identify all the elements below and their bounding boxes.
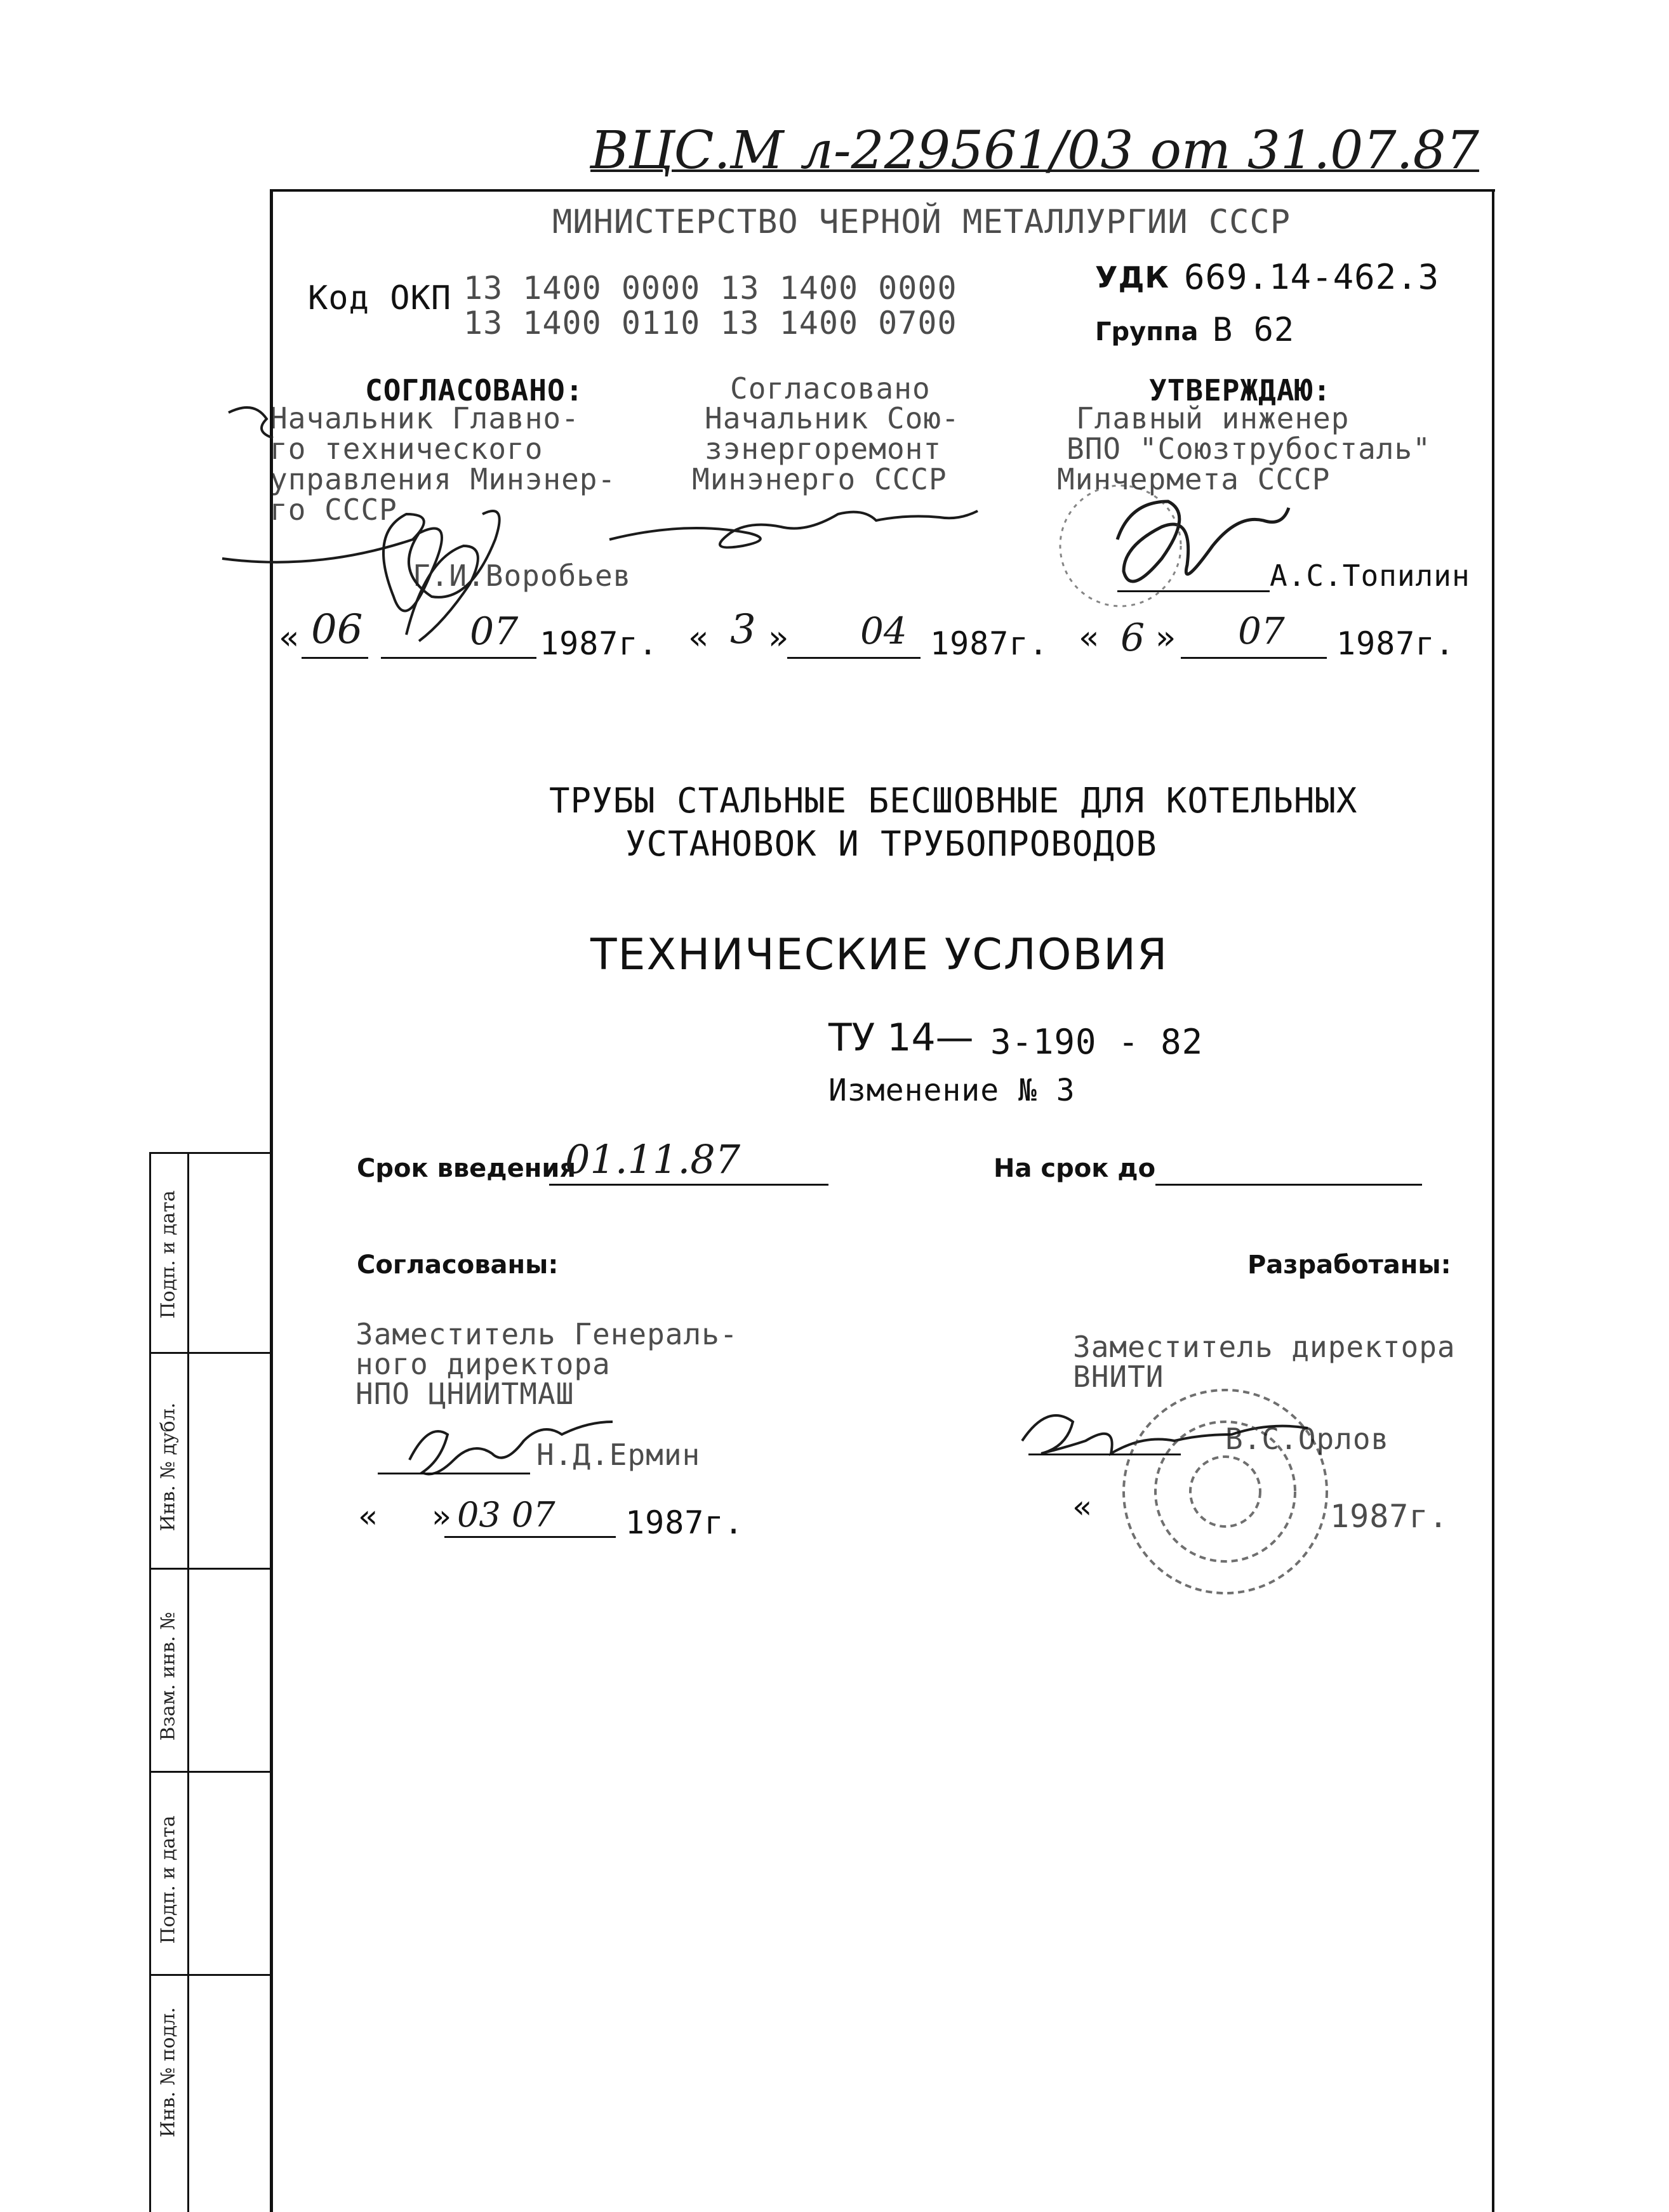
approval-right-sign-line <box>1117 590 1270 592</box>
side-label-replace-inv: Взам. инв. № <box>157 1612 180 1741</box>
approval-right-date-close: » <box>1155 619 1176 657</box>
approval-left-month-underline <box>381 657 536 659</box>
okp-codes-row1: 13 1400 0000 13 1400 0000 <box>463 270 957 307</box>
developed-line-2: ВНИТИ <box>1073 1360 1164 1394</box>
side-stamp-divider-4 <box>149 1771 270 1773</box>
okp-label: Код ОКП <box>308 279 452 317</box>
agreed-sign-line <box>378 1473 530 1474</box>
approval-right-month: 07 <box>1238 609 1285 652</box>
agreed-line-3: НПО ЦНИИТМАШ <box>356 1377 575 1411</box>
tu-number: 3-190 - 82 <box>990 1022 1204 1062</box>
agreed-line-2: ного директора <box>356 1347 611 1381</box>
agreed-date-value: 03 07 <box>457 1495 555 1535</box>
approval-center-line-2: зэнергоремонт <box>705 432 942 466</box>
approval-center-year: 1987г. <box>930 625 1049 662</box>
intro-date-value: 01.11.87 <box>565 1136 741 1182</box>
developed-sign-line <box>1028 1454 1181 1455</box>
developed-date-open: « <box>1073 1488 1093 1525</box>
side-label-sign-date-2: Подп. и дата <box>157 1815 180 1944</box>
side-label-orig-inv: Инв. № подл. <box>157 2007 180 2138</box>
change-number: Изменение № 3 <box>828 1073 1075 1108</box>
developed-label: Разработаны: <box>1247 1250 1451 1280</box>
developed-year: 1987г. <box>1330 1498 1449 1535</box>
agreed-date-underline <box>444 1536 616 1538</box>
okp-codes-row2: 13 1400 0110 13 1400 0700 <box>463 305 957 341</box>
approval-right-line-3: Минчермета СССР <box>1057 462 1331 496</box>
approval-center-month: 04 <box>860 609 907 652</box>
page-top-border <box>270 189 1495 192</box>
approval-left-year: 1987г. <box>540 625 658 662</box>
developed-line-1: Заместитель директора <box>1073 1330 1456 1364</box>
handwritten-registration: ВЦС.М л-229561/03 от 31.07.87 <box>590 121 1479 181</box>
approval-left-line-4: го СССР <box>270 493 397 527</box>
page-right-border <box>1492 190 1494 2212</box>
agreed-date-close: » <box>432 1498 452 1535</box>
agreed-year: 1987г. <box>625 1504 744 1541</box>
side-stamp-left-line <box>149 1152 151 2212</box>
right-signature <box>1117 501 1289 581</box>
side-label-dup-inv: Инв. № дубл. <box>157 1402 180 1532</box>
ministry-header: МИНИСТЕРСТВО ЧЕРНОЙ МЕТАЛЛУРГИИ СССР <box>552 203 1291 241</box>
approval-right-line-1: Главный инженер <box>1076 401 1350 435</box>
approval-left-title: СОГЛАСОВАНО: <box>365 373 584 407</box>
intro-date-label: Срок введения <box>357 1154 576 1183</box>
approval-center-date-open: « <box>689 619 710 657</box>
until-date-underline <box>1155 1184 1422 1186</box>
agreed-label: Согласованы: <box>357 1250 559 1280</box>
intro-date-underline <box>549 1184 828 1186</box>
center-signature <box>609 511 978 548</box>
agreed-date-open: « <box>359 1498 379 1535</box>
title-line-1: ТРУБЫ СТАЛЬНЫЕ БЕСШОВНЫЕ ДЛЯ КОТЕЛЬНЫХ <box>549 781 1358 821</box>
approval-center-line-3: Минэнерго СССР <box>692 462 947 496</box>
approval-center-day: 3 <box>730 606 756 653</box>
approval-left-line-1: Начальник Главно- <box>270 401 580 435</box>
approval-right-year: 1987г. <box>1336 625 1455 662</box>
side-stamp-divider-5 <box>149 1974 270 1976</box>
right-round-stamp-top <box>1060 486 1181 606</box>
approval-center-month-underline <box>787 657 921 659</box>
approval-left-name: Г.И.Воробьев <box>413 559 632 593</box>
subtitle: ТЕХНИЧЕСКИЕ УСЛОВИЯ <box>590 930 1169 980</box>
approval-right-line-2: ВПО "Союзтрубосталь" <box>1067 432 1431 466</box>
approval-left-day-underline <box>302 657 368 659</box>
approval-right-date-open: « <box>1079 619 1100 657</box>
approval-right-day: 6 <box>1120 616 1145 660</box>
approval-center-line-1: Начальник Сою- <box>705 401 960 435</box>
side-stamp-divider-1 <box>149 1152 270 1154</box>
agreed-name: Н.Д.Ермин <box>536 1438 701 1472</box>
approval-center-date-close: » <box>768 619 789 657</box>
udk-label: УДК <box>1095 260 1170 295</box>
side-stamp-divider-3 <box>149 1568 270 1570</box>
approval-right-name: А.С.Топилин <box>1270 559 1470 593</box>
approval-left-month: 07 <box>470 609 519 654</box>
side-label-sign-date-1: Подп. и дата <box>157 1190 180 1319</box>
tu-prefix: ТУ 14— <box>828 1016 974 1060</box>
approval-left-day: 06 <box>311 606 363 653</box>
approval-left-line-3: управления Минэнер- <box>270 462 616 496</box>
approval-left-date-open: « <box>279 619 300 657</box>
agreed-line-1: Заместитель Генераль- <box>356 1317 738 1351</box>
approval-right-title: УТВЕРЖДАЮ: <box>1149 373 1331 407</box>
until-date-label: На срок до <box>994 1154 1156 1183</box>
approval-right-month-underline <box>1181 657 1327 659</box>
side-stamp-divider-2 <box>149 1352 270 1354</box>
side-stamp-mid-line <box>187 1152 189 2212</box>
group-value: В 62 <box>1213 311 1295 349</box>
approval-left-line-2: го технического <box>270 432 543 466</box>
group-label: Группа <box>1095 317 1199 347</box>
udk-value: 669.14-462.3 <box>1184 257 1440 297</box>
approval-center-title: Согласовано <box>730 371 931 406</box>
bottom-round-stamp <box>1124 1390 1327 1593</box>
developed-name: В.С.Орлов <box>1225 1422 1390 1456</box>
title-line-2: УСТАНОВОК И ТРУБОПРОВОДОВ <box>625 824 1157 864</box>
